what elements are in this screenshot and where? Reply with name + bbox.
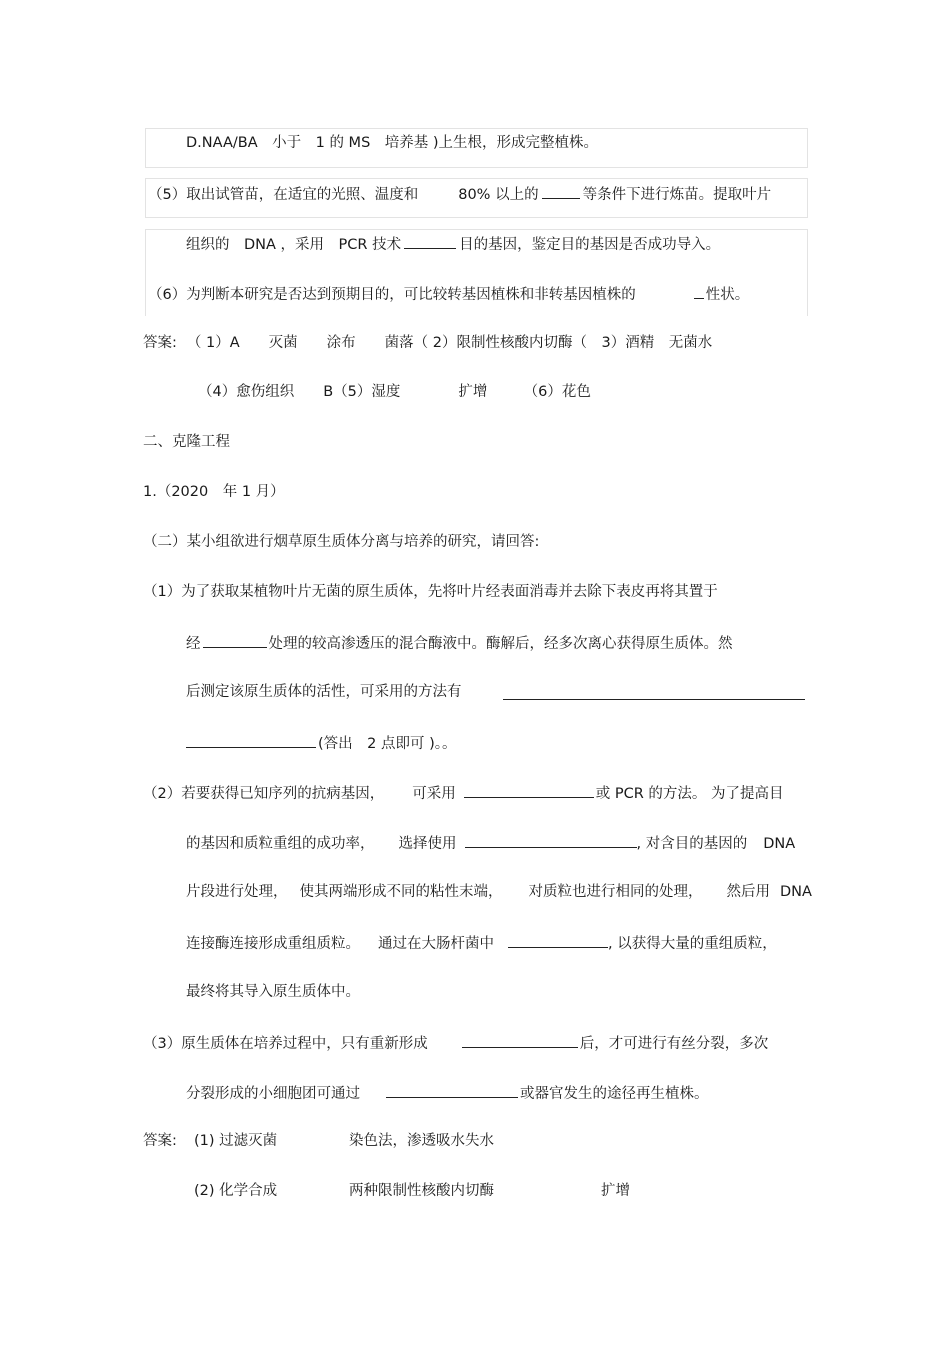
sub-question-1-line-2: 经 处理的较高渗透压的混合酶液中。酶解后，经多次离心获得原生质体。然 <box>186 632 733 654</box>
answer-2-line-2-c: 扩增 <box>601 1183 630 1199</box>
blank-q3-pathway[interactable] <box>386 1082 518 1098</box>
sub-question-1-line-4: (答出 2 点即可 )。。 <box>186 732 457 754</box>
blank-q5-pcr[interactable] <box>404 233 456 249</box>
question-number: 1.（2020 年 1 月） <box>143 484 285 500</box>
blank-q2-enzyme[interactable] <box>465 832 637 848</box>
question-intro: （二）某小组欲进行烟草原生质体分离与培养的研究，请回答: <box>143 534 540 550</box>
sub-question-2-line-1: （2）若要获得已知序列的抗病基因， 可采用 或 PCR 的方法。 为了提高目 <box>143 782 784 804</box>
answer-2-label: 答案: <box>143 1133 177 1149</box>
section-title: 二、克隆工程 <box>143 434 230 450</box>
answer-1-line-2: （4）愈伤组织 B（5）湿度 扩增 （6）花色 <box>198 384 591 400</box>
answer-2-line-2-b: 两种限制性核酸内切酶 <box>349 1183 494 1199</box>
blank-q3-wall[interactable] <box>462 1032 578 1048</box>
answer-2-line-2-a: (2) 化学合成 <box>194 1183 278 1199</box>
sub-question-2-line-3: 片段进行处理， 使其两端形成不同的粘性末端， 对质粒也进行相同的处理， 然后用 DNA <box>186 884 812 900</box>
sub-question-3-line-1: （3）原生质体在培养过程中，只有重新形成 后，才可进行有丝分裂，多次 <box>143 1032 768 1054</box>
sub-question-2-line-2: 的基因和质粒重组的成功率， 选择使用 , 对含目的基因的 DNA <box>186 832 795 854</box>
answer-1-line-1: 答案: （ 1）A 灭菌 涂布 菌落（ 2）限制性核酸内切酶（ 3）酒精 无菌水 <box>143 335 713 351</box>
blank-q6-trait[interactable] <box>694 283 704 299</box>
sub-question-1-line-3: 后测定该原生质体的活性，可采用的方法有 <box>186 684 462 700</box>
blank-q1-treatment[interactable] <box>203 632 267 648</box>
question-6-line: （6）为判断本研究是否达到预期目的，可比较转基因植株和非转基因植株的 性状。 <box>148 283 749 305</box>
question-5-line-2: 组织的 DNA ，采用 PCR 技术 目的基因，鉴定目的基因是否成功导入。 <box>186 233 720 255</box>
sub-question-1-line-1: （1）为了获取某植物叶片无菌的原生质体，先将叶片经表面消毒并去除下表皮再将其置于 <box>143 584 718 600</box>
blank-q1-method-2[interactable] <box>186 732 316 748</box>
question-5-line-1: （5）取出试管苗，在适宜的光照、温度和 80% 以上的 等条件下进行炼苗。提取叶片 <box>148 183 771 205</box>
answer-label: 答案: <box>143 335 177 351</box>
blank-q1-method-1[interactable] <box>503 684 805 700</box>
sub-question-2-line-4: 连接酶连接形成重组质粒。 通过在大肠杆菌中 , 以获得大量的重组质粒， <box>186 932 777 954</box>
sub-question-2-line-5: 最终将其导入原生质体中。 <box>186 984 360 1000</box>
option-d-line: D.NAA/BA 小于 1 的 MS 培养基 )上生根，形成完整植株。 <box>186 135 599 151</box>
sub-question-3-line-2: 分裂形成的小细胞团可通过 或器官发生的途径再生植株。 <box>186 1082 709 1104</box>
blank-q5-condition[interactable] <box>542 183 580 199</box>
answer-2-line-1-a: (1) 过滤灭菌 <box>194 1133 278 1149</box>
blank-q2-method[interactable] <box>464 782 594 798</box>
answer-2-line-1-b: 染色法，渗透吸水失水 <box>349 1133 494 1149</box>
blank-q2-amplify[interactable] <box>508 932 608 948</box>
